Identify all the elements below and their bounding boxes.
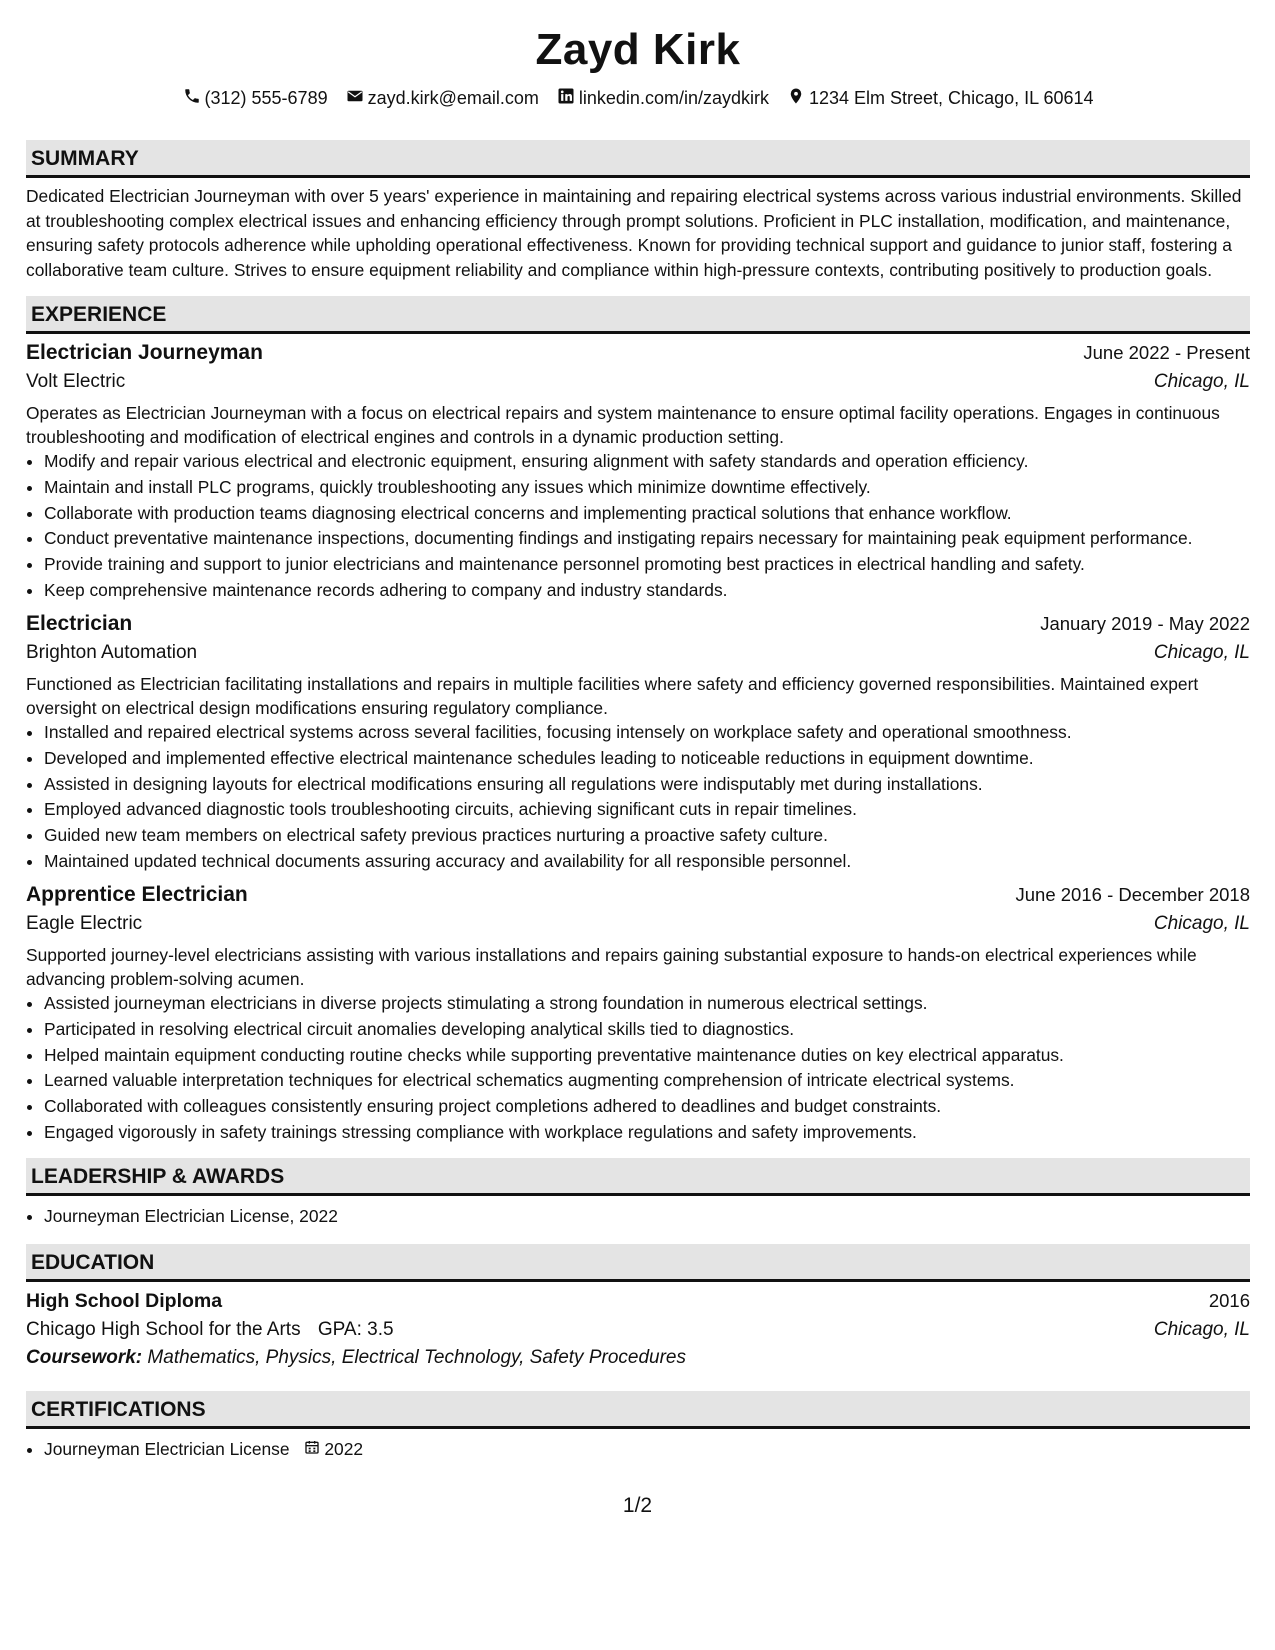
job-dates: January 2019 - May 2022	[1040, 612, 1250, 634]
list-item: • Guided new team members on electrical safety previous practices nurturing a proactive safety culture.	[44, 823, 1250, 847]
list-item: • Learned valuable interpretation techniques for electrical schematics augmenting comprehension of intricate electrical systems.	[44, 1068, 1250, 1092]
list-item: • Collaborate with production teams diagnosing electrical concerns and implementing practical solutions that enhance workflow.	[44, 501, 1250, 525]
job-bullets	[26, 449, 1250, 602]
candidate-name: Zayd Kirk	[535, 25, 741, 74]
contact-address	[787, 87, 1094, 110]
education-location: Chicago, IL	[1153, 1318, 1250, 1340]
job-title-row	[26, 883, 1250, 907]
list-item: • Journeyman Electrician License, 2022	[44, 1204, 1250, 1228]
job-description: Operates as Electrician Journeyman with a focus on electrical repairs and system maintenance to ensure optimal facility operations. Engages in continuous troubleshooting and modification of electrical engines and controls in a dynamic production setting.	[26, 403, 1220, 447]
certifications-heading: CERTIFICATIONS	[26, 1391, 1250, 1429]
job-entry	[26, 883, 1250, 1144]
coursework-text: Mathematics, Physics, Electrical Technology, Safety Procedures	[147, 1346, 686, 1368]
certification-name: Journeyman Electrician License	[44, 1438, 290, 1459]
phone-icon	[183, 87, 201, 110]
job-company-row	[26, 913, 1250, 935]
linkedin-text: linkedin.com/in/zaydkirk	[578, 87, 769, 108]
experience-heading: EXPERIENCE	[26, 296, 1250, 334]
job-entry	[26, 341, 1250, 602]
list-item: • Assisted journeyman electricians in diverse projects stimulating a strong foundation in numerous electrical settings.	[44, 991, 1250, 1015]
contact-phone	[183, 87, 328, 110]
job-title: Electrician Journeyman	[26, 341, 263, 364]
education-coursework	[26, 1347, 1250, 1369]
job-company: Eagle Electric	[26, 912, 143, 934]
list-item: • Assisted in designing layouts for electrical modifications ensuring all regulations were indisputably met during installations.	[44, 772, 1250, 796]
education-gpa: GPA: 3.5	[317, 1318, 394, 1340]
job-company-row	[26, 642, 1250, 664]
job-description: Functioned as Electrician facilitating installations and repairs in multiple facilities where safety and efficiency governed responsibilities. Maintained expert oversight on electrical design modifications ensuring regulatory compliance.	[26, 673, 1199, 718]
list-item: • Conduct preventative maintenance inspections, documenting findings and instigating repairs necessary for maintaining peak equipment performance.	[44, 526, 1250, 550]
job-title-row	[26, 341, 1250, 365]
list-item: • Collaborated with colleagues consistently ensuring project completions adhered to deadlines and budget constraints.	[44, 1094, 1250, 1118]
coursework-label: Coursework:	[26, 1346, 143, 1368]
summary-text: Dedicated Electrician Journeyman with over 5 years' experience in maintaining and repairing electrical systems across various industrial environments. Skilled at troubleshooting complex electrical issues and enhancing efficiency through prompt solutions. Proficient in PLC installation, modification, and maintenance, ensuring safety protocols adherence while upholding operational effectiveness. Known for providing technical support and guidance to junior staff, fostering a collaborative team culture. Strives to ensure equipment reliability and compliance within high-pressure contexts, contributing positively to production goals.	[26, 186, 1242, 280]
job-location: Chicago, IL	[1153, 641, 1250, 663]
map-pin-icon	[787, 87, 805, 110]
list-item: • Keep comprehensive maintenance records adhering to company and industry standards.	[44, 578, 1250, 602]
email-text: zayd.kirk@email.com	[367, 87, 539, 108]
job-location: Chicago, IL	[1153, 912, 1250, 934]
linkedin-icon	[557, 87, 575, 110]
job-company: Volt Electric	[26, 371, 126, 392]
list-item: • Installed and repaired electrical systems across several facilities, focusing intensely on workplace safety and operational smoothness.	[44, 720, 1250, 744]
list-item: • Maintained updated technical documents assuring accuracy and availability for all responsible personnel.	[44, 849, 1250, 873]
summary-section	[26, 140, 1250, 282]
education-section	[26, 1244, 1250, 1369]
certifications-section	[26, 1391, 1250, 1461]
list-item: • Participated in resolving electrical circuit anomalies developing analytical skills tied to diagnostics.	[44, 1017, 1250, 1041]
job-bullets	[26, 720, 1250, 873]
leadership-list	[26, 1204, 1250, 1228]
education-year: 2016	[1208, 1289, 1250, 1311]
experience-section	[26, 296, 1250, 1144]
calendar-icon	[304, 1437, 320, 1461]
leadership-section	[26, 1158, 1250, 1228]
phone-text: (312) 555-6789	[204, 87, 328, 108]
job-dates: June 2016 - December 2018	[1015, 883, 1250, 905]
job-dates: June 2022 - Present	[1083, 342, 1250, 363]
address-text: 1234 Elm Street, Chicago, IL 60614	[808, 87, 1094, 108]
job-company: Brighton Automation	[26, 641, 198, 663]
education-heading: EDUCATION	[26, 1244, 1250, 1282]
certification-date-text: 2022	[324, 1438, 364, 1459]
job-location: Chicago, IL	[1153, 371, 1250, 392]
education-degree: High School Diploma	[26, 1289, 223, 1312]
job-bullets	[26, 991, 1250, 1144]
contact-email[interactable]	[346, 87, 539, 110]
summary-heading: SUMMARY	[26, 140, 1250, 178]
job-entry	[26, 612, 1250, 873]
education-degree-row	[26, 1290, 1250, 1313]
job-title: Electrician	[26, 611, 133, 635]
list-item	[44, 1437, 1250, 1461]
list-item: • Modify and repair various electrical and electronic equipment, ensuring alignment with safety standards and operation efficiency.	[44, 449, 1250, 473]
certifications-list	[26, 1437, 1250, 1461]
education-school-group	[26, 1319, 394, 1341]
list-item: • Developed and implemented effective electrical maintenance schedules leading to noticeable reductions in equipment downtime.	[44, 746, 1250, 770]
education-school: Chicago High School for the Arts	[26, 1318, 301, 1340]
certification-date	[304, 1437, 363, 1461]
list-item: • Employed advanced diagnostic tools troubleshooting circuits, achieving significant cuts in repair timelines.	[44, 797, 1250, 821]
leadership-heading: LEADERSHIP & AWARDS	[26, 1158, 1250, 1196]
job-company-row	[26, 371, 1250, 393]
contact-linkedin[interactable]	[557, 87, 769, 110]
list-item: • Provide training and support to junior electricians and maintenance personnel promoting best practices in electrical handling and safety.	[44, 552, 1250, 576]
job-description: Supported journey-level electricians assisting with various installations and repairs gaining substantial exposure to hands-on electrical experiences while advancing problem-solving acumen.	[26, 944, 1197, 989]
list-item: • Engaged vigorously in safety trainings stressing compliance with workplace regulations and safety improvements.	[44, 1120, 1250, 1144]
envelope-icon	[346, 87, 364, 110]
contact-row	[26, 84, 1250, 112]
page-number: 1/2	[622, 1494, 653, 1517]
job-title-row	[26, 612, 1250, 636]
list-item: • Maintain and install PLC programs, quickly troubleshooting any issues which minimize downtime effectively.	[44, 475, 1250, 499]
job-title: Apprentice Electrician	[26, 882, 248, 906]
resume-page	[26, 0, 1250, 1463]
education-school-row	[26, 1319, 1250, 1341]
list-item: • Helped maintain equipment conducting routine checks while supporting preventative maintenance duties on key electrical apparatus.	[44, 1043, 1250, 1067]
